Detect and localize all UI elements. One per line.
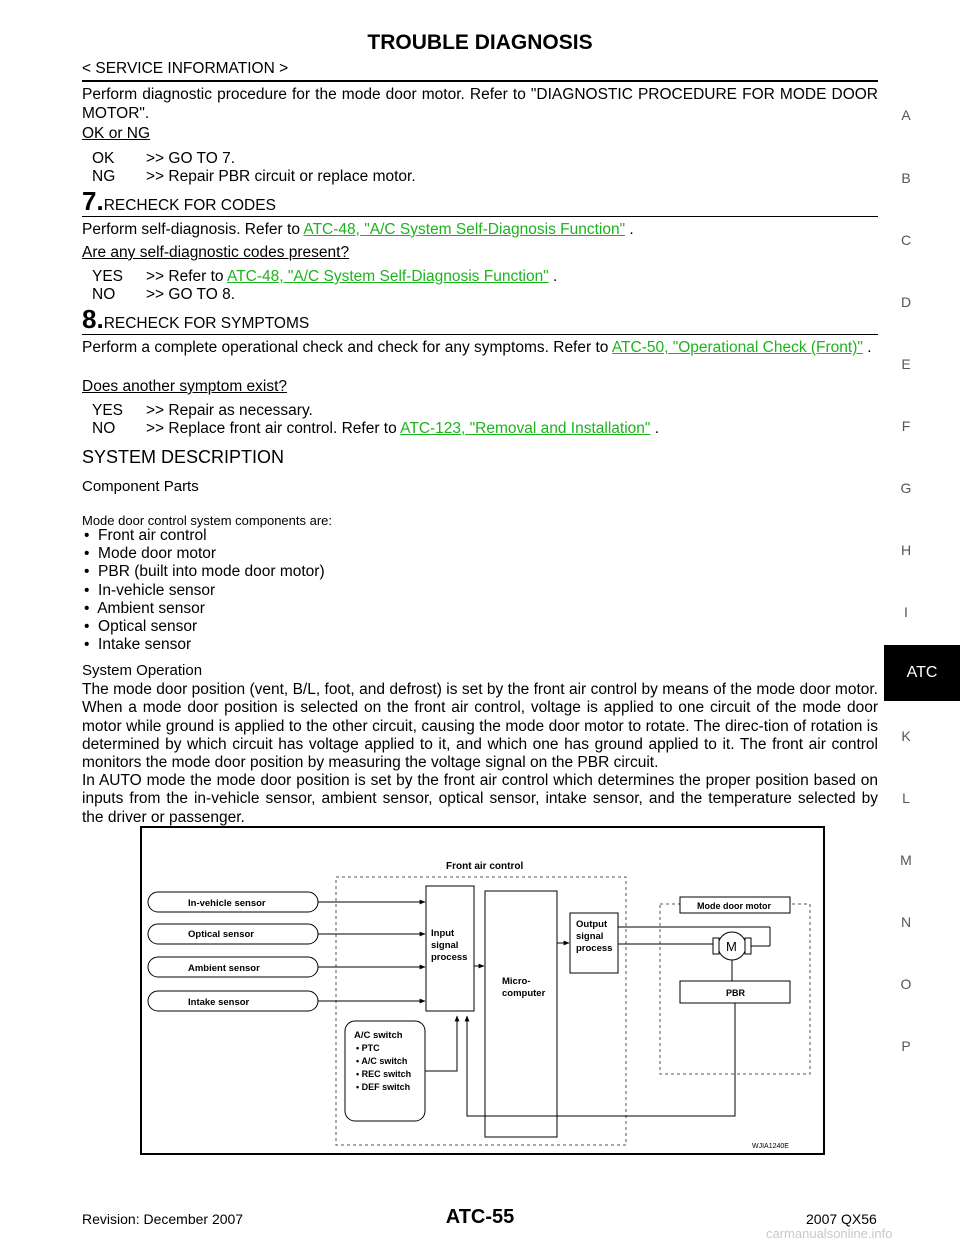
step7-heading-text: RECHECK FOR CODES — [103, 197, 276, 214]
side-tab-o[interactable]: O — [900, 976, 912, 992]
output-signal-process-label: Output signal process — [576, 919, 613, 954]
footer-page-number: ATC-55 — [445, 1206, 515, 1228]
side-tab-h[interactable]: H — [900, 542, 912, 558]
side-tab-i[interactable]: I — [904, 604, 908, 620]
step7-paragraph — [82, 221, 634, 240]
side-tab-d[interactable]: D — [900, 294, 912, 310]
micro-computer-label: Micro- computer — [502, 976, 546, 999]
step6-answer-ng-text: >> Repair PBR circuit or replace motor. — [146, 168, 416, 185]
step8-no-pre: >> Replace front air control. Refer to — [146, 420, 401, 437]
system-operation-heading: System Operation — [82, 662, 203, 679]
step7-ref-link[interactable]: ATC-48, "A/C System Self-Diagnosis Function" — [303, 221, 626, 238]
step8-paragraph-end: . — [862, 339, 872, 356]
footer-model: 2007 QX56 — [806, 1211, 877, 1227]
motor-brush-right — [745, 938, 751, 954]
step7-question: Are any self-diagnostic codes present? — [82, 244, 350, 261]
svg-text:• A/C switch: • A/C switch — [356, 1056, 408, 1066]
step8-heading-text: RECHECK FOR SYMPTOMS — [103, 315, 310, 332]
side-tab-b[interactable]: B — [901, 170, 911, 186]
side-tab-c[interactable]: C — [900, 232, 912, 248]
svg-text:In-vehicle sensor: In-vehicle sensor — [188, 898, 266, 909]
step8-question: Does another symptom exist? — [82, 378, 288, 395]
svg-text:• REC switch: • REC switch — [356, 1069, 412, 1079]
side-tab-k[interactable]: K — [901, 728, 911, 744]
sensor-ambient — [148, 957, 318, 977]
side-tab-m[interactable]: M — [900, 852, 912, 868]
system-operation-text: The mode door position (vent, B/L, foot, and defrost) is set by the front air control by means of the mode door motor. When a mode door position is selected on the front air control, voltage is applied to one circuit of the mode door motor while ground is applied to the other circuit, causing the mode door motor to rotate. The direc-tion of rotation is determined by which circuit has voltage applied to it, and which one has ground applied to it. The front air control monitors the mode door position by measuring the voltage signal on the PBR circuit. — [82, 681, 878, 772]
system-description-heading: SYSTEM DESCRIPTION — [82, 447, 285, 467]
step6-question: OK or NG — [82, 125, 151, 142]
step8-paragraph — [82, 339, 878, 358]
step7-yes-key: YES — [92, 268, 124, 285]
footer-revision: Revision: December 2007 — [82, 1211, 244, 1227]
step7-no-key: NO — [92, 286, 116, 303]
component-item: • Optical sensor — [84, 618, 198, 636]
component-item: • Intake sensor — [84, 636, 192, 654]
step8-heading — [82, 304, 309, 335]
component-intro: Mode door control system components are: — [82, 513, 333, 528]
side-tab-p[interactable]: P — [901, 1038, 911, 1054]
figure-id: WJIA1240E — [752, 1143, 789, 1150]
component-item: • Front air control — [84, 527, 207, 544]
step8-no-text — [146, 420, 659, 439]
motor-brush-left — [713, 938, 719, 954]
sensor-optical — [148, 924, 318, 944]
sensor-intake — [148, 991, 318, 1011]
component-item: • PBR (built into mode door motor) — [84, 563, 325, 581]
step7-paragraph-end: . — [625, 221, 634, 238]
component-parts-heading: Component Parts — [82, 478, 199, 495]
side-tab-atc-active[interactable]: ATC — [884, 645, 960, 701]
component-item: • Ambient sensor — [84, 599, 205, 617]
svg-text:Ambient sensor: Ambient sensor — [188, 963, 260, 974]
step8-number: 8. — [82, 304, 104, 334]
step8-rule — [82, 334, 878, 335]
component-item: • Mode door motor — [84, 545, 217, 563]
step8-yes-text: >> Repair as necessary. — [146, 402, 313, 419]
step6-answer-ok-key: OK — [92, 150, 115, 167]
step7-no-text: >> GO TO 8. — [146, 286, 236, 303]
step7-yes-text — [146, 268, 557, 287]
svg-text:• DEF switch: • DEF switch — [356, 1082, 411, 1092]
ac-switch-title: A/C switch — [354, 1030, 403, 1041]
side-tab-f[interactable]: F — [901, 418, 911, 434]
page-title: TROUBLE DIAGNOSIS — [367, 31, 593, 54]
side-tab-g[interactable]: G — [900, 480, 912, 496]
step8-no-key: NO — [92, 420, 116, 437]
system-auto-text: In AUTO mode the mode door position is set by the front air control which determines the proper position based on inputs from the in-vehicle sensor, ambient sensor, optical sensor, intake sensor, and the temperature selected by the driver or passenger. — [82, 772, 878, 826]
step6-answer-ng-key: NG — [92, 168, 116, 185]
step8-no-link[interactable]: ATC-123, "Removal and Installation" — [400, 420, 651, 437]
step7-rule — [82, 216, 878, 217]
step8-paragraph-text: Perform a complete operational check and check for any symptoms. Refer to — [82, 339, 612, 356]
step6-answer-ok-text: >> GO TO 7. — [146, 150, 236, 167]
svg-text:• PTC: • PTC — [356, 1043, 380, 1053]
step7-yes-pre: >> Refer to — [146, 268, 227, 285]
step7-heading — [82, 186, 276, 217]
mode-door-motor-label: Mode door motor — [697, 901, 771, 911]
svg-text:Intake sensor: Intake sensor — [188, 997, 250, 1008]
step7-yes-link[interactable]: ATC-48, "A/C System Self-Diagnosis Function" — [227, 268, 549, 285]
input-signal-process-label: Input signal process — [431, 928, 468, 963]
step7-paragraph-text: Perform self-diagnosis. Refer to — [82, 221, 304, 238]
front-air-control-label: Front air control — [446, 861, 524, 872]
step8-ref-link[interactable]: ATC-50, "Operational Check (Front)" — [611, 339, 863, 356]
svg-text:Optical sensor: Optical sensor — [188, 929, 254, 940]
step8-yes-key: YES — [92, 402, 124, 419]
step7-yes-post: . — [548, 268, 558, 285]
component-item: • In-vehicle sensor — [84, 581, 216, 599]
side-tab-n[interactable]: N — [900, 914, 912, 930]
step6-paragraph: Perform diagnostic procedure for the mode door motor. Refer to "DIAGNOSTIC PROCEDURE FOR MODE DOOR MOTOR". — [82, 86, 878, 122]
step8-no-post: . — [650, 420, 660, 437]
mode-door-control-diagram — [140, 826, 825, 1156]
watermark: carmanualsonline.info — [766, 1226, 893, 1241]
section-subtitle: < SERVICE INFORMATION > — [82, 60, 289, 77]
component-list — [84, 527, 325, 654]
sensor-in-vehicle — [148, 892, 318, 912]
side-tab-e[interactable]: E — [901, 356, 911, 372]
side-tab-l[interactable]: L — [902, 790, 910, 806]
step7-number: 7. — [82, 186, 104, 216]
header-rule — [82, 80, 878, 82]
motor-symbol-label: M — [726, 939, 737, 954]
micro-computer-block — [485, 891, 557, 1137]
pbr-label: PBR — [726, 988, 746, 998]
side-tab-a[interactable]: A — [901, 107, 911, 123]
